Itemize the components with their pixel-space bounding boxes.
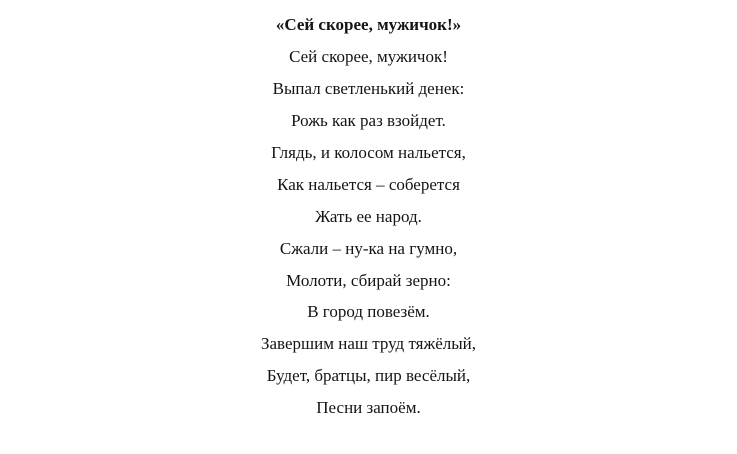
poem-line: Песни запоём.: [316, 398, 421, 418]
poem-line: Молоти, сбирай зерно:: [286, 270, 451, 290]
poem-line: Как нальется – соберется: [277, 174, 460, 194]
poem-line: Сей скорее, мужичок!: [289, 46, 448, 66]
poem-line: Выпал светленький денек:: [272, 78, 465, 98]
poem-line: Завершим наш труд тяжёлый,: [260, 334, 477, 354]
poem-line: Сжали – ну-ка на гумно,: [279, 238, 458, 258]
poem-line: В город повезём.: [307, 302, 430, 322]
poem-line: Будет, братцы, пир весёлый,: [266, 366, 471, 386]
poem-line: Жать ее народ.: [315, 206, 422, 226]
poem-line: Глядь, и колосом нальется,: [271, 142, 466, 162]
poem-line: Рожь как раз взойдет.: [291, 110, 446, 130]
poem-title: «Сей скорее, мужичок!»: [275, 15, 462, 34]
